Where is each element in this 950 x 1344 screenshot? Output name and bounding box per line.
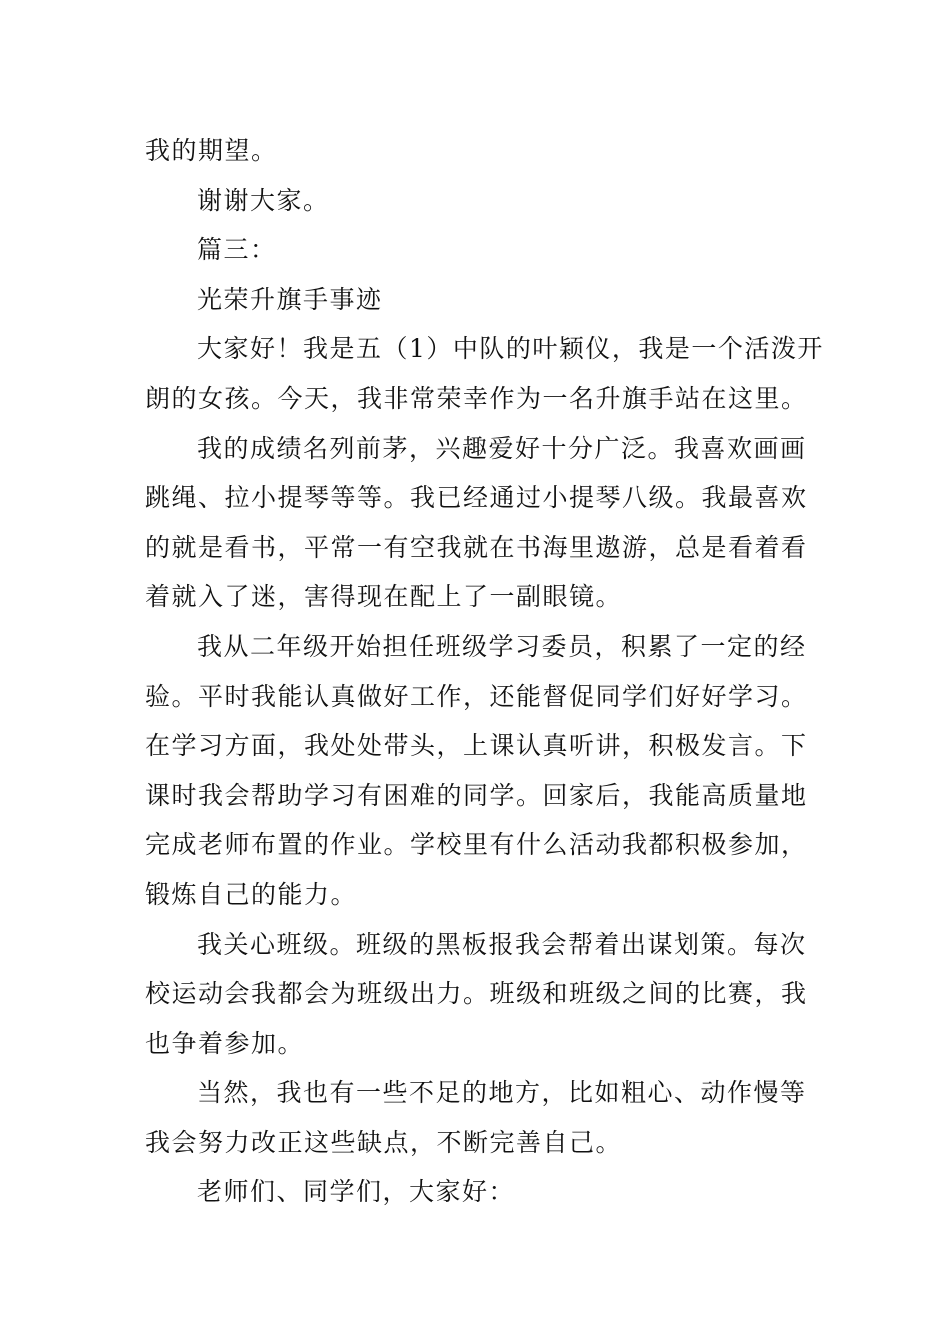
text-line: 完成老师布置的作业。学校里有什么活动我都积极参加，: [145, 830, 808, 860]
text-line: 我从二年级开始担任班级学习委员，积累了一定的经: [197, 631, 807, 661]
text-line: 锻炼自己的能力。: [145, 879, 358, 909]
text-line: 验。平时我能认真做好工作，还能督促同学们好好学习。: [145, 681, 808, 711]
text-line: 课时我会帮助学习有困难的同学。回家后，我能高质量地: [145, 780, 808, 810]
text-line: 我的期望。: [145, 136, 278, 165]
text-line: 我会努力改正这些缺点，不断完善自己。: [145, 1127, 623, 1157]
text-line: 跳绳、拉小提琴等等。我已经通过小提琴八级。我最喜欢: [145, 483, 808, 513]
text-line: 也争着参加。: [145, 1028, 305, 1058]
text-line: 的就是看书，平常一有空我就在书海里遨游，总是看着看: [145, 532, 808, 562]
text-line: 谢谢大家。: [197, 185, 330, 215]
text-line: 我的成绩名列前茅，兴趣爱好十分广泛。我喜欢画画: [197, 433, 807, 463]
text-line: 校运动会我都会为班级出力。班级和班级之间的比赛，我: [145, 979, 808, 1009]
article-title: 光荣升旗手事迹: [197, 284, 383, 314]
document-body: [145, 126, 824, 1217]
section-heading: 篇三：: [197, 235, 277, 265]
text-line: 当然，我也有一些不足的地方，比如粗心、动作慢等: [197, 1078, 807, 1108]
text-line: 着就入了迷，害得现在配上了一副眼镜。: [145, 582, 623, 612]
text-line: 我关心班级。班级的黑板报我会帮着出谋划策。每次: [197, 929, 807, 959]
text-line: 在学习方面，我处处带头，上课认真听讲，积极发言。下: [145, 731, 808, 761]
text-line: 大家好！我是五（1）中队的叶颖仪，我是一个活泼开: [197, 334, 824, 364]
text-line: 朗的女孩。今天，我非常荣幸作为一名升旗手站在这里。: [145, 383, 808, 413]
text-line: 老师们、同学们，大家好：: [197, 1177, 516, 1207]
